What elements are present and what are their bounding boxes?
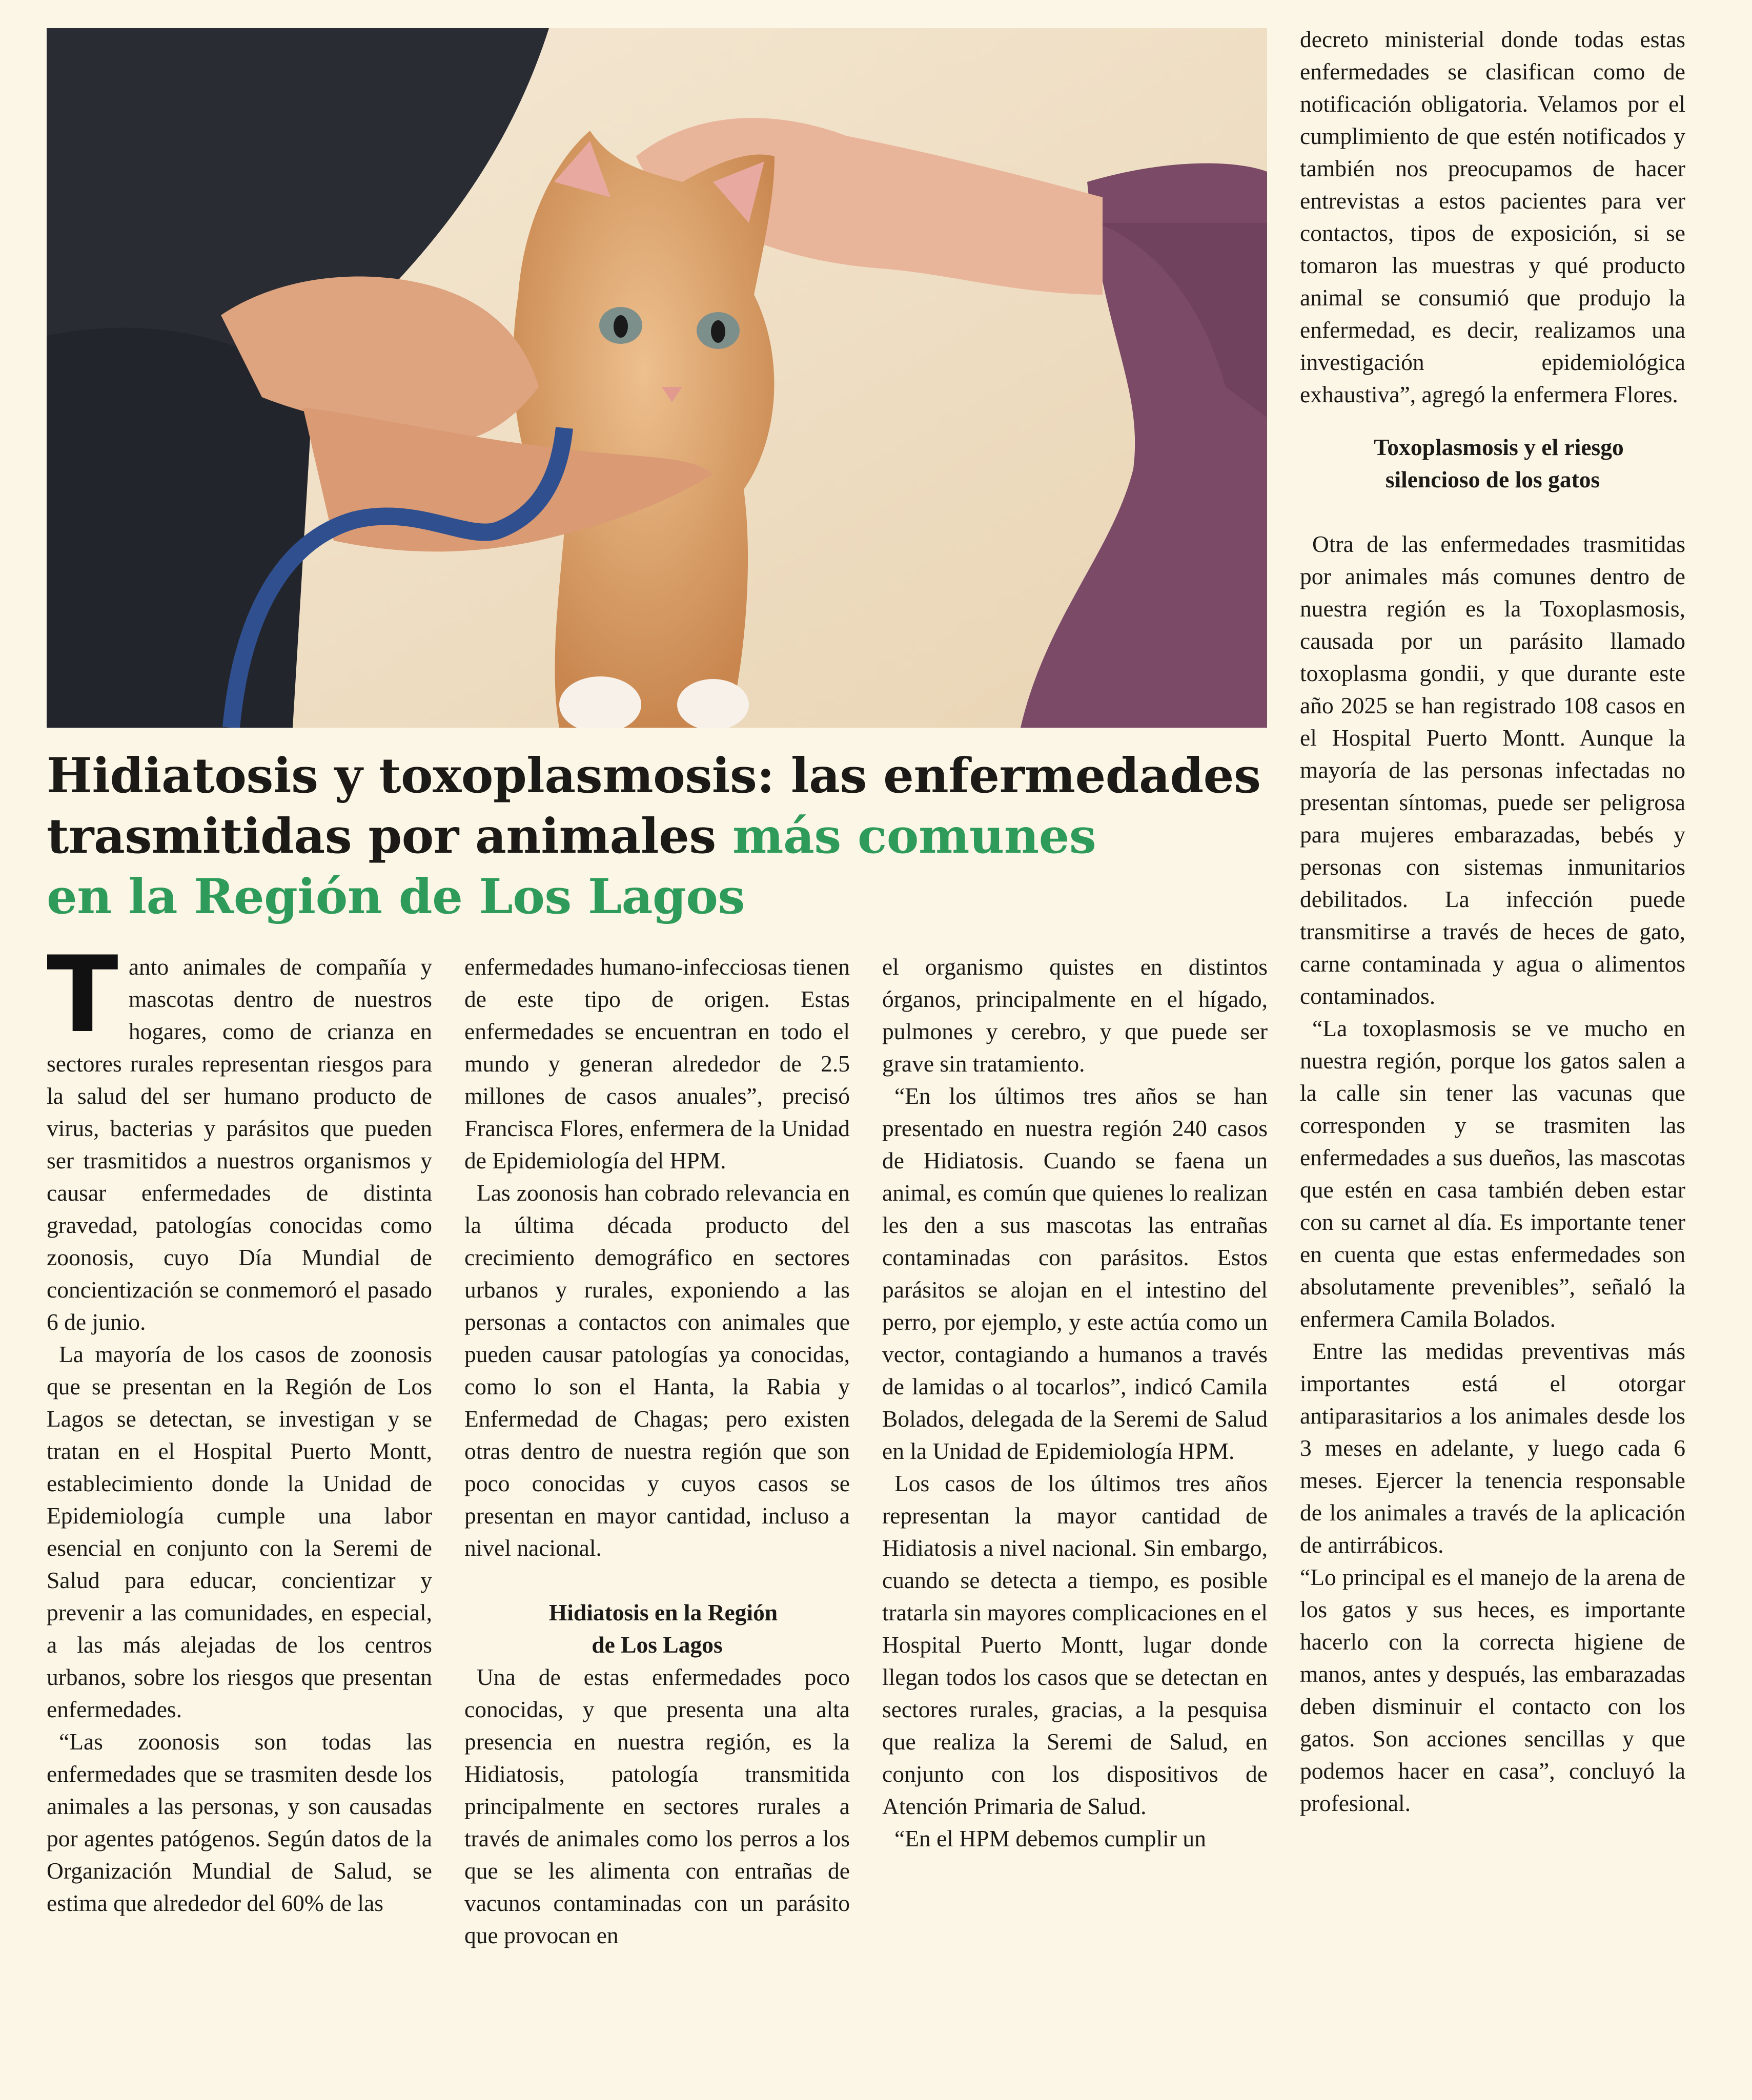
section-subheading (464, 1596, 850, 1661)
paragraph: “La toxoplasmosis se ve mucho en nuestra región, porque los gatos salen a la calle sin tener las vacunas que corresponden y se trasmiten las enfermedades a sus dueños, las mascotas que estén en casa también deben estar con su carnet al día. Es importante tener en cuenta que estas enfermedades son absolutamente prevenibles”, señaló la enfermera Camila Bolados. (1300, 1015, 1685, 1332)
paragraph: Las zoonosis han cobrado relevancia en la última década producto del crecimiento demográfico en sectores urbanos y rurales, exponiendo a las personas a contactos con animales que pueden causar patologías ya conocidas, como lo son el Hanta, la Rabia y Enfermedad de Chagas; pero existen otras dentro de nuestra región que son poco conocidas y cuyos casos se presentan en mayor cantidad, incluso a nivel nacional. (464, 1180, 850, 1561)
paragraph: decreto ministerial donde todas estas enfermedades se clasifican como de notificación obligatoria. Velamos por el cumplimiento de que estén notificados y también nos preocupamos de hacer entrevistas a estos pacientes para ver contactos, tipos de exposición, si se tomaron las muestras y qué producto animal se consumió que produjo la enfermedad, es decir, realizamos una investigación epidemiológica exhaustiva”, agregó la enfermera Flores. (1300, 26, 1685, 407)
paragraph: “Lo principal es el manejo de la arena de los gatos y sus heces, es importante hacerlo con la correcta higiene de manos, antes y después, las embarazadas deben disminuir el contacto con los gatos. Son acciones sencillas y que podemos hacer en casa”, concluyó la profesional. (1300, 1564, 1685, 1816)
article-column-1 (47, 934, 432, 1919)
article-photo (47, 28, 1267, 728)
article-column-3 (882, 951, 1268, 1855)
headline-line-1: Hidiatosis y toxoplasmosis: las enfermedades (47, 748, 1261, 804)
paragraph: “En los últimos tres años se han presentado en nuestra región 240 casos de Hidiatosis. Cuando se faena un animal, es común que quienes lo realizan les den a sus mascotas las entrañas contaminadas con parásitos. Estos parásitos se alojan en el intestino del perro, por ejemplo, y este actúa como un vector, contagiando a humanos a través de lamidas o al tocarlos”, indicó Camila Bolados, delegada de la Seremi de Salud en la Unidad de Epidemiología HPM. (882, 1083, 1268, 1464)
paragraph: “En el HPM debemos cumplir un (894, 1825, 1206, 1851)
article-headline (47, 746, 1277, 927)
paragraph: Entre las medidas preventivas más importantes está el otorgar antiparasitarios a los animales desde los 3 meses en adelante, y luego cada 6 meses. Ejercer la tenencia responsable de los animales a través de la aplicación de antirrábicos. (1300, 1338, 1685, 1558)
headline-line-3: en la Región de Los Lagos (47, 869, 745, 925)
headline-line-2-black: trasmitidas por animales (47, 808, 733, 864)
paragraph (47, 934, 432, 1338)
paragraph: Los casos de los últimos tres años representan la mayor cantidad de Hidiatosis a nivel nacional. Sin embargo, cuando se detecta a tiempo, es posible tratarla sin mayores complicaciones en el Hospital Puerto Montt, lugar donde llegan todos los casos que se detectan en sectores rurales, gracias, a la pesquisa que realiza la Seremi de Salud, en conjunto con los dispositivos de Atención Primaria de Salud. (882, 1470, 1268, 1819)
headline-line-2 (47, 806, 1277, 867)
paragraph: La mayoría de los casos de zoonosis que se presentan en la Región de Los Lagos se detectan, se investigan y se tratan en el Hospital Puerto Montt, establecimiento donde la Unidad de Epidemiología cumple una labor esencial en conjunto con la Seremi de Salud para educar, concientizar y prevenir a las comunidades, en especial, a las más alejadas de los centros urbanos, sobre los riesgos que presentan enfermedades. (47, 1341, 432, 1722)
paragraph: el organismo quistes en distintos órganos, principalmente en el hígado, pulmones y cerebro, y que puede ser grave sin tratamiento. (882, 954, 1268, 1077)
article-column-2 (464, 951, 850, 1951)
subheading-line-2: silencioso de los gatos (1385, 466, 1600, 492)
subheading-line-1: Toxoplasmosis y el riesgo (1374, 434, 1624, 460)
article-column-4 (1300, 23, 1685, 1819)
subheading-line-2: de Los Lagos (592, 1632, 723, 1658)
paragraph: “Las zoonosis son todas las enfermedades que se trasmiten desde los animales a las personas, y son causadas por agentes patógenos. Según datos de la Organización Mundial de Salud, se estima que alrededor del 60% de las (47, 1728, 432, 1916)
subheading-line-1: Hidiatosis en la Región (548, 1599, 778, 1625)
paragraph-text: anto animales de compañía y mascotas dentro de nuestros hogares, como de crianza en sectores rurales representan riesgos para la salud del ser humano producto de virus, bacterias y parásitos que pueden ser trasmitidos a nuestros organismos y causar enfermedades de distinta gravedad, patologías conocidas como zoonosis, cuyo Día Mundial de concientización se conmemoró el pasado 6 de junio. (47, 954, 432, 1335)
section-subheading (1300, 431, 1685, 496)
paragraph: Una de estas enfermedades poco conocidas, y que presenta una alta presencia en nuestra región, es la Hidiatosis, patología transmitida principalmente en sectores rurales a través de animales como los perros a los que se les alimenta con entrañas de vacunos contaminadas con un parásito que provocan en (464, 1664, 850, 1948)
headline-line-2-green: más comunes (732, 808, 1096, 864)
kitten-vet-photo-icon (47, 28, 1267, 728)
paragraph: enfermedades humano-infecciosas tienen de este tipo de origen. Estas enfermedades se encuentran en todo el mundo y generan alrededor de 2.5 millones de casos anuales”, precisó Francisca Flores, enfermera de la Unidad de Epidemiología del HPM. (464, 954, 850, 1173)
drop-cap: T (47, 934, 118, 1056)
paragraph: Otra de las enfermedades trasmitidas por animales más comunes dentro de nuestra región es la Toxoplasmosis, causada por un parásito llamado toxoplasma gondii, y que durante este año 2025 se han registrado 108 casos en el Hospital Puerto Montt. Aunque la mayoría de las personas infectadas no presentan síntomas, puede ser peligrosa para mujeres embarazadas, bebés y personas con sistemas inmunitarios debilitados. La infección puede transmitirse a través de heces de gato, carne contaminada y agua o alimentos contaminados. (1300, 531, 1685, 1009)
